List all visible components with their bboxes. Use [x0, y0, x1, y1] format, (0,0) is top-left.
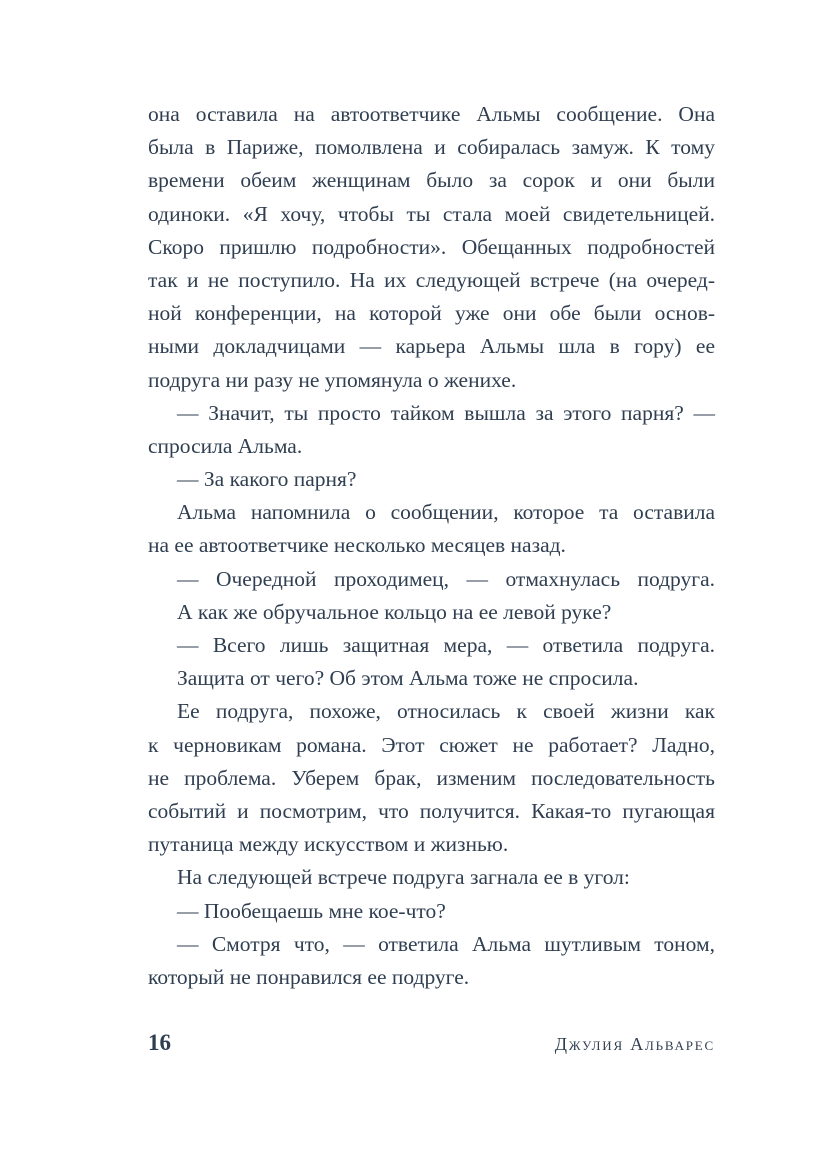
running-head-author: Джулия Альварес — [554, 1034, 715, 1054]
text-line: к черновикам романа. Этот сюжет не работает? Ладно, — [148, 732, 715, 757]
text-line: На следующей встрече подруга загнала ее в угол: — [177, 865, 630, 890]
page-number: 16 — [148, 1030, 171, 1055]
text-line: — Пообещаешь мне кое-что? — [177, 898, 446, 923]
text-line: Защита от чего? Об этом Альма тоже не спросила. — [177, 666, 639, 691]
text-line: времени обеим женщинам было за сорок и они были — [148, 168, 715, 193]
text-line: так и не поступило. На их следующей встрече (на очеред- — [148, 267, 715, 292]
text-line: путаница между искусством и жизнью. — [148, 832, 509, 857]
text-line: А как же обручальное кольцо на ее левой руке? — [177, 599, 612, 624]
text-line: который не понравился ее подруге. — [148, 964, 470, 989]
text-line: Альма напомнила о сообщении, которое та оставила — [177, 500, 715, 525]
text-line: — Смотря что, — ответила Альма шутливым тоном, — [177, 931, 715, 956]
text-line: на ее автоответчике несколько месяцев назад. — [148, 533, 566, 558]
text-line: ной конференции, на которой уже они обе были основ- — [148, 301, 715, 326]
text-line: Ее подруга, похоже, относилась к своей жизни как — [177, 699, 715, 724]
text-line: спросила Альма. — [148, 433, 303, 458]
page-footer — [148, 1030, 715, 1064]
text-line: была в Париже, помолвлена и собиралась замуж. К тому — [148, 135, 715, 160]
text-line: одиноки. «Я хочу, чтобы ты стала моей свидетельницей. — [148, 201, 715, 226]
text-line: она оставила на автоответчике Альмы сообщение. Она — [148, 102, 715, 126]
text-line: событий и посмотрим, что получится. Какая-то пугающая — [148, 798, 715, 823]
text-line: — Очередной проходимец, — отмахнулась подруга. — [177, 566, 715, 591]
text-line: — Значит, ты просто тайком вышла за этого парня? — — [177, 400, 715, 425]
text-line: Скоро пришлю подробности». Обещанных подробностей — [148, 234, 715, 259]
body-text — [148, 98, 715, 994]
text-line: — За какого парня? — [177, 467, 357, 492]
text-line: ными докладчицами — карьера Альмы шла в гору) ее — [148, 334, 715, 359]
text-line: — Всего лишь защитная мера, — ответила подруга. — [177, 633, 715, 657]
text-line: не проблема. Уберем брак, изменим последовательность — [148, 765, 715, 790]
text-line: подруга ни разу не упомянула о женихе. — [148, 367, 517, 392]
